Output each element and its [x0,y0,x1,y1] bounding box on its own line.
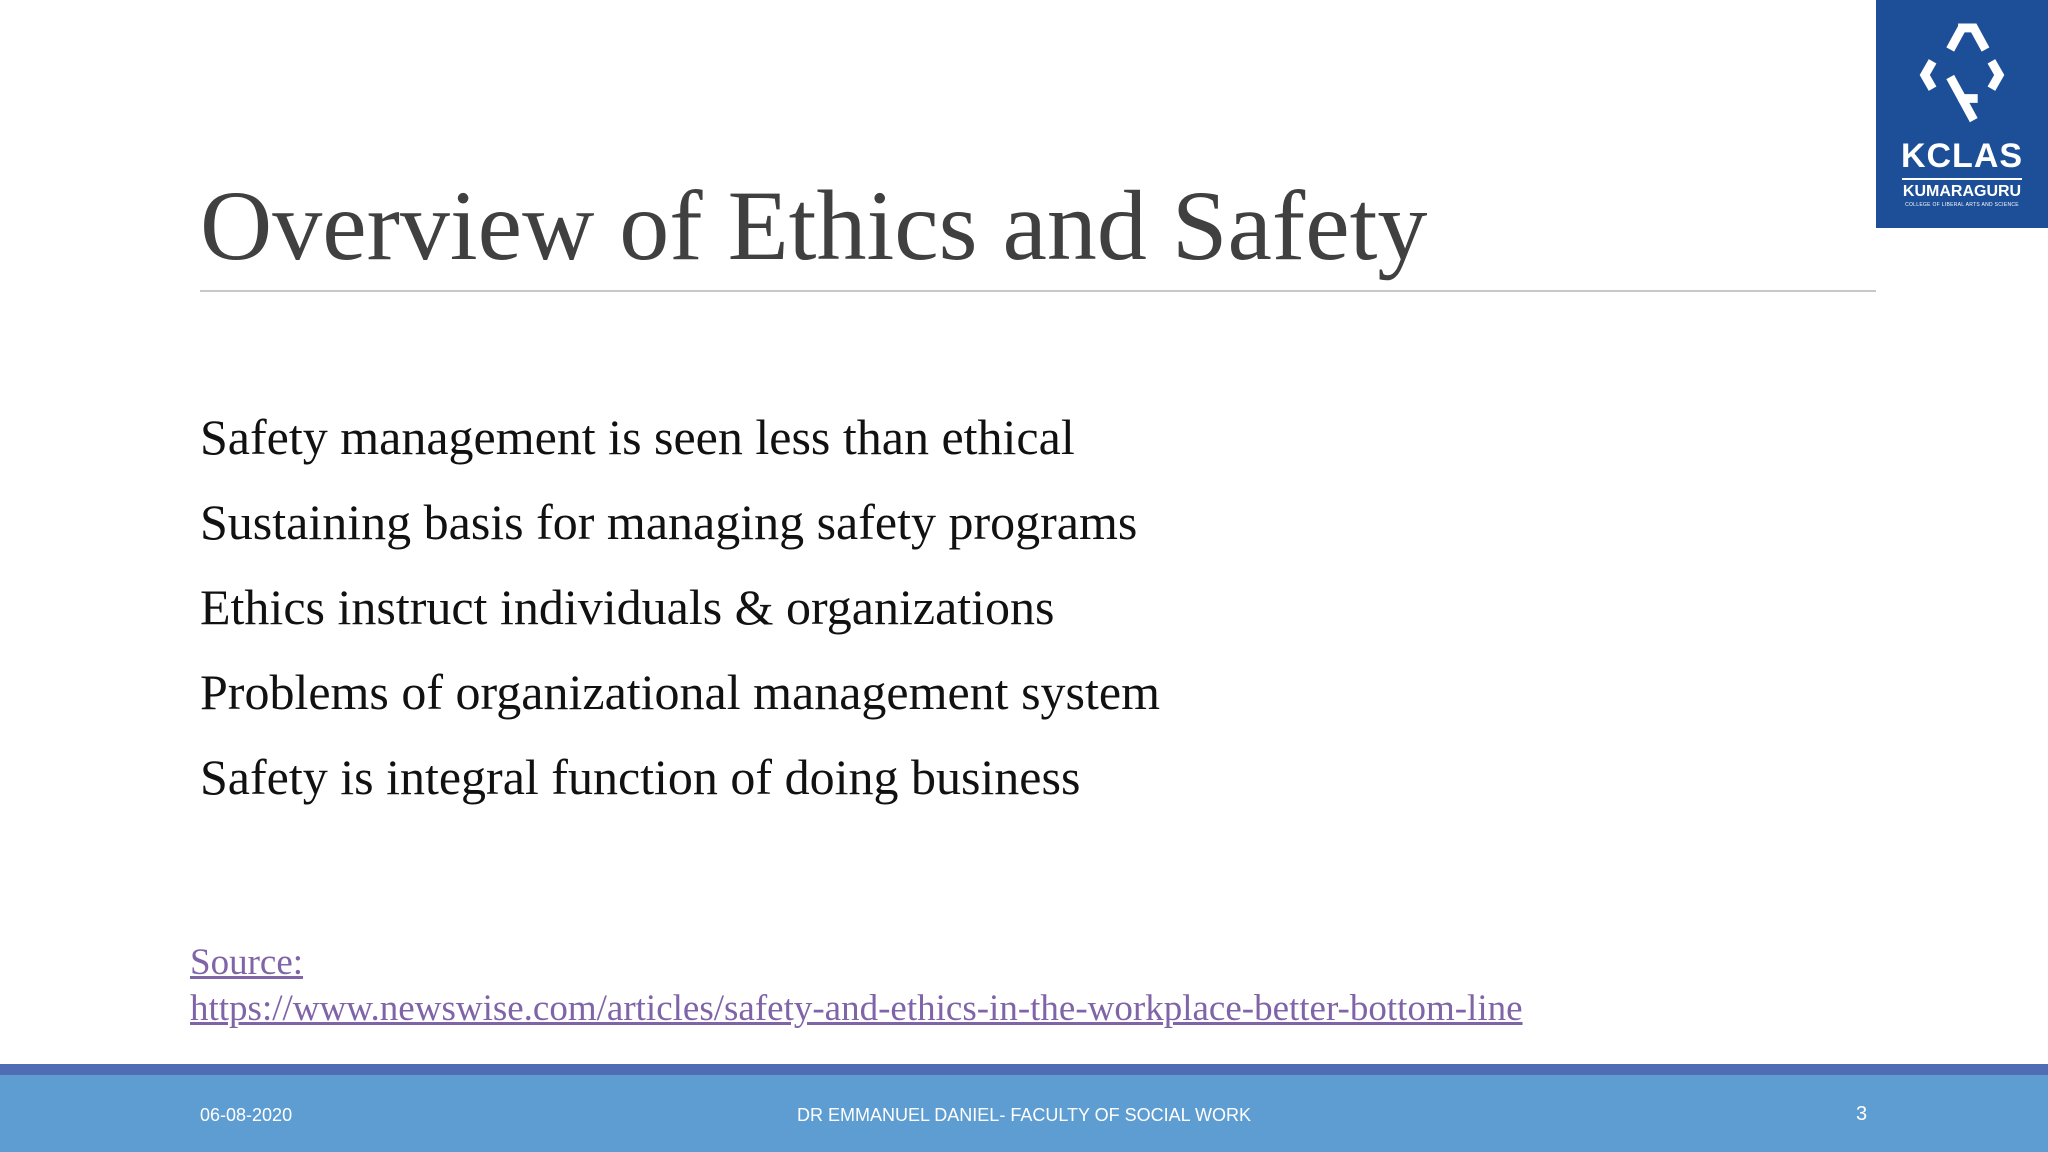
bullet-item: Ethics instruct individuals & organizations [200,579,1055,635]
logo-subname: KUMARAGURU [1902,183,2022,200]
title-divider [200,290,1876,292]
slide-footer [0,1075,2048,1152]
logo-tagline: COLLEGE OF LIBERAL ARTS AND SCIENCE [1905,202,2019,208]
footer-author: DR EMMANUEL DANIEL- FACULTY OF SOCIAL WORK [796,1105,1252,1125]
bullet-list [200,395,1160,820]
bullet-item: Problems of organizational management system [200,664,1160,720]
slide-title: Overview of Ethics and Safety [200,170,1428,281]
bullet-item: Safety management is seen less than ethical [200,409,1075,465]
bullet-item: Safety is integral function of doing business [200,749,1081,805]
footer-date: 06-08-2020 [200,1105,293,1125]
bullet-item: Sustaining basis for managing safety programs [200,494,1138,550]
source-label-link[interactable]: Source: [190,942,304,983]
logo-name: KCLAS [1900,137,2024,175]
logo-divider [1902,178,2022,180]
footer-accent-band [0,1064,2048,1075]
kclas-star-icon [1913,16,2011,134]
source-url-link[interactable]: https://www.newswise.com/articles/safety-and-ethics-in-the-workplace-better-bottom-line [190,988,1523,1029]
page-number: 3 [1856,1103,1868,1125]
college-logo [1876,0,2048,228]
source-citation [190,940,1523,1032]
